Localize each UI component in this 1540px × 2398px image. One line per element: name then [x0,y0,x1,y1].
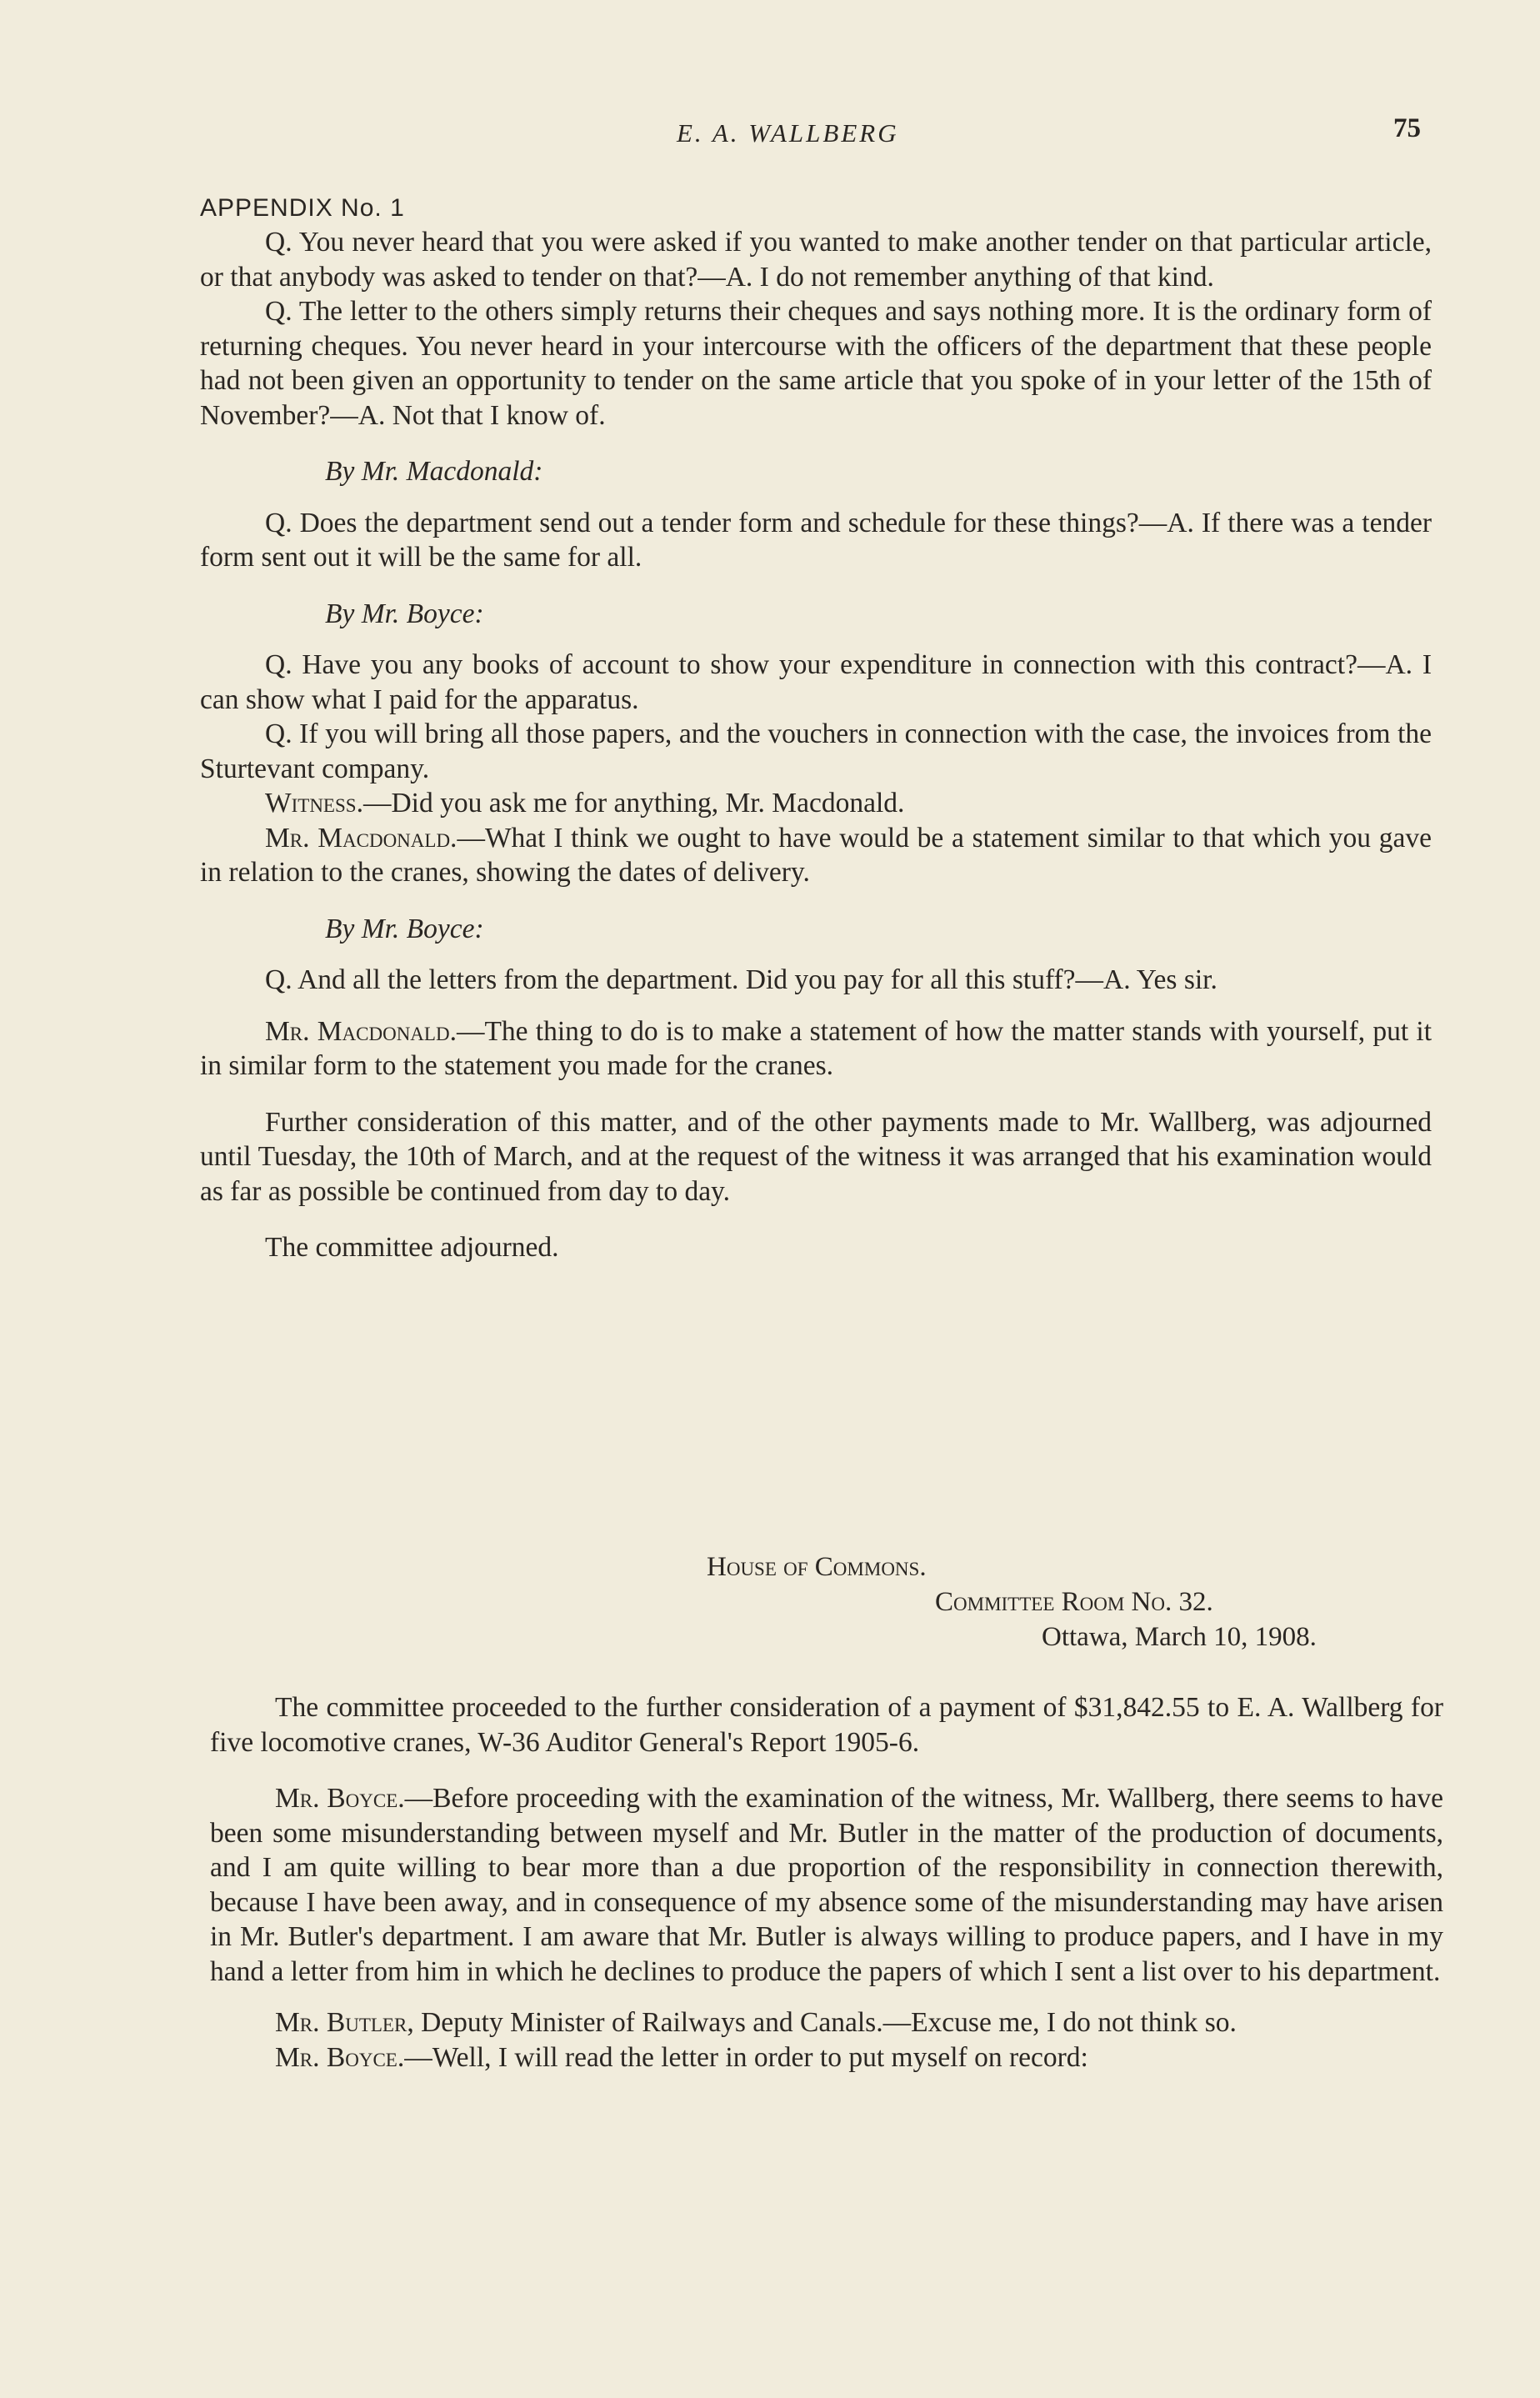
speaker-name: Mr. Macdonald. [265,822,458,854]
testimony-section [200,225,1432,1265]
house-heading: House of Commons. [707,1552,927,1582]
date-heading: Ottawa, March 10, 1908. [1042,1622,1317,1652]
speaker-name: Mr. Boyce. [275,2041,405,2073]
speech-text: —Before proceeding with the examination of the witness, Mr. Wallberg, there seems to have been some misunderstanding between myself and Mr. Butler in the matter of the production of documents, and I am quite willing to bear more than a due proportion of the responsibility in connection therewith, because I have been away, and in consequence of my absence some of the misunderstanding may have arisen in Mr. Butler's department. I am aware that Mr. Butler is always willing to produce papers, and I have in my hand a letter from him in which he declines to produce the papers of which I sent a list over to his department. [210,1783,1443,1987]
speech-text: —Did you ask me for anything, Mr. Macdonald. [362,788,905,819]
paragraph [210,2040,1443,2075]
paragraph: The committee proceeded to the further consideration of a payment of $31,842.55 to E. A. Wallberg for five locomotive cranes, W-36 Auditor General's Report 1905-6. [210,1692,1443,1758]
speech-text: Deputy Minister of Railways and Canals.—Excuse me, I do not think so. [413,2007,1237,2038]
speech-text: —Well, I will read the letter in order to put myself on record: [404,2041,1088,2073]
paragraph [210,2005,1443,2040]
paragraph: Q. If you will bring all those papers, and the vouchers in connection with the case, the invoices from the Sturtevant company. [200,718,1432,784]
paragraph: Q. The letter to the others simply returns their cheques and says nothing more. It is the ordinary form of returning cheques. You never heard in your intercourse with the officers of the department that these people had not been given an opportunity to tender on the same article that you spoke of in your letter of the 15th of November?—A. Not that I know of. [200,296,1432,431]
paragraph: Q. And all the letters from the department. Did you pay for all this stuff?—A. Yes sir. [265,964,1218,995]
examiner-byline: By Mr. Boyce: [325,598,484,629]
committee-room-heading: Committee Room No. 32. [935,1587,1213,1617]
paragraph [210,1781,1443,1989]
paragraph: Q. You never heard that you were asked if you wanted to make another tender on that particular article, or that anybody was asked to tender on that?—A. I do not remember anything of that kind. [200,227,1432,293]
speaker-name: Witness. [265,788,363,819]
paragraph: Q. Have you any books of account to show your expenditure in connection with this contract?—A. I can show what I paid for the apparatus. [200,649,1432,715]
paragraph: Further consideration of this matter, and of the other payments made to Mr. Wallberg, was adjourned until Tuesday, the 10th of March, and at the request of the witness it was arranged that his examination would as far as possible be continued from day to day. [200,1106,1432,1207]
paragraph [200,1014,1432,1084]
speaker-name: Mr. Butler, [275,2007,414,2038]
running-title: E. A. WALLBERG [677,118,899,148]
page-number: 75 [1393,113,1421,143]
paragraph [200,821,1432,890]
appendix-label: APPENDIX No. 1 [200,194,405,222]
paragraph: The committee adjourned. [265,1232,559,1263]
examiner-byline: By Mr. Boyce: [325,913,484,944]
examiner-byline: By Mr. Macdonald: [325,456,543,487]
paragraph [200,786,1432,821]
speaker-name: Mr. Boyce. [275,1783,405,1814]
proceedings-section [210,1690,1443,2075]
speech-text: —The thing to do is to make a statement of how the matter stands with yourself, put it in similar form to the statement you made for the cranes. [200,1015,1432,1081]
paragraph: Q. Does the department send out a tender form and schedule for these things?—A. If there was a tender form sent out it will be the same for all. [200,507,1432,573]
speech-text: —What I think we ought to have would be a statement similar to that which you gave in relation to the cranes, showing the dates of delivery. [200,822,1432,888]
speaker-name: Mr. Macdonald. [265,1015,457,1047]
